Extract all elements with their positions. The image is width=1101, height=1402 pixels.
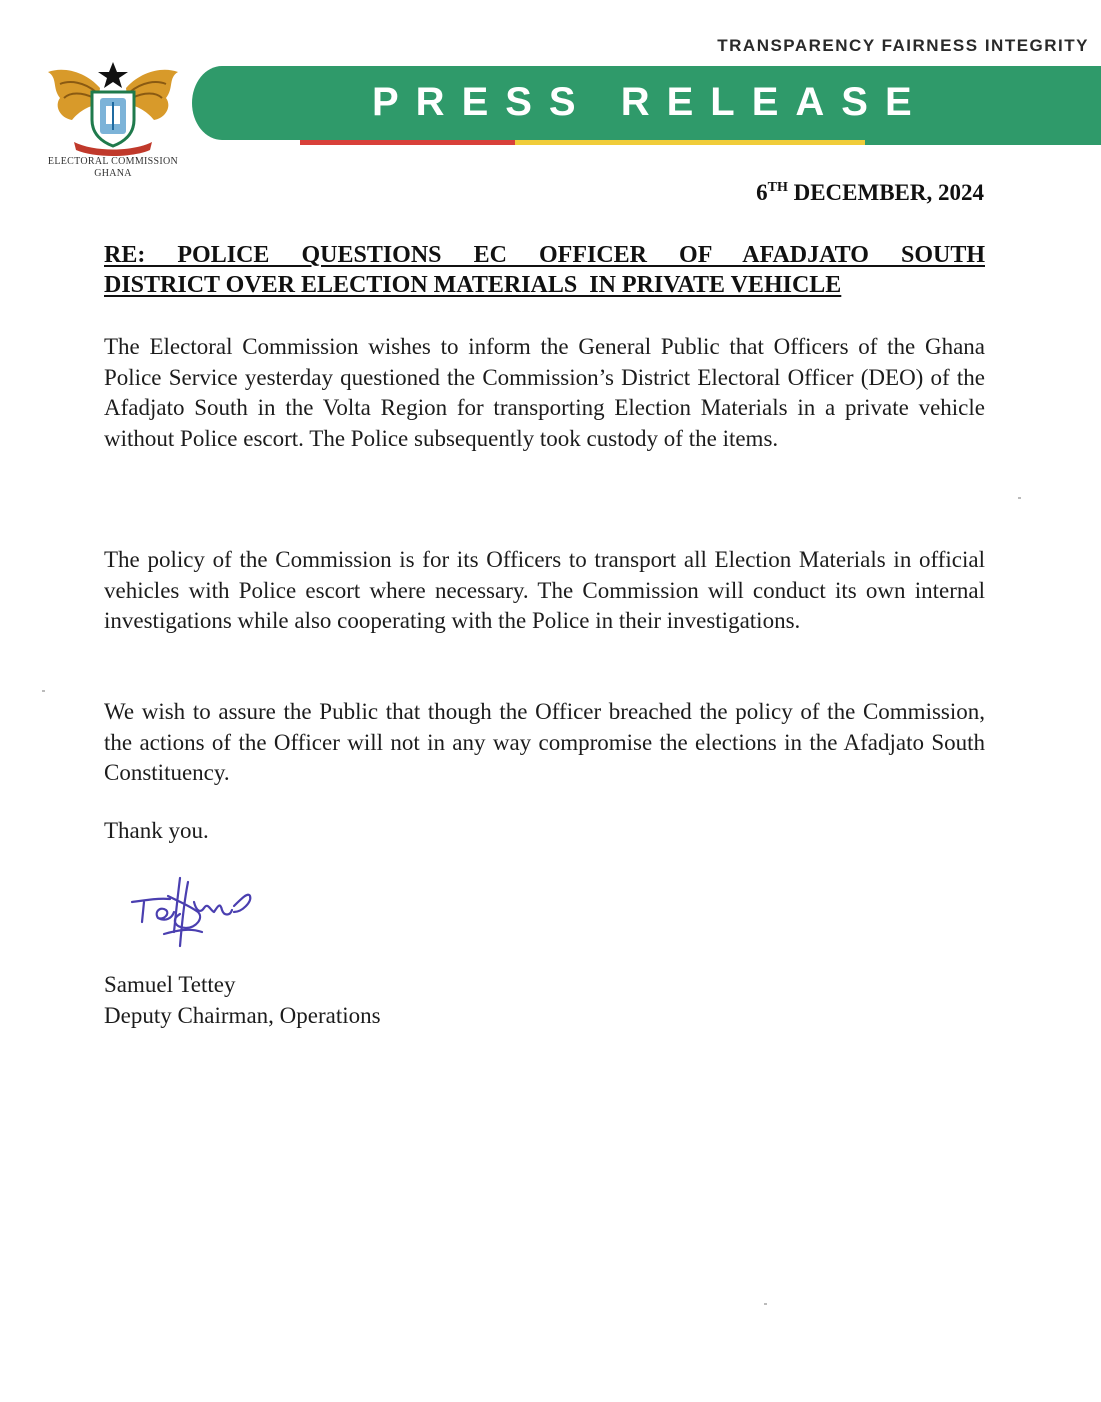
tagline: TRANSPARENCY FAIRNESS INTEGRITY bbox=[717, 36, 1089, 55]
date-rest: DECEMBER, 2024 bbox=[787, 180, 984, 205]
organization-name-line2: GHANA bbox=[94, 168, 132, 179]
date-day: 6 bbox=[756, 180, 768, 205]
organization-name bbox=[30, 156, 196, 180]
release-date bbox=[756, 180, 984, 206]
closing-thanks: Thank you. bbox=[104, 818, 209, 843]
banner-title: PRESS RELEASE bbox=[372, 80, 929, 124]
signer-title: Deputy Chairman, Operations bbox=[104, 1002, 381, 1028]
body-paragraph-1: The Electoral Commission wishes to inform the General Public that Officers of the Ghana Police Service yesterday questioned the Commission’s District Electoral Officer (DEO) of the Afadjato South in the Volta Region for transporting Election Materials in a private vehicle without Police escort. The Police subsequently took custody of the items. bbox=[104, 334, 985, 451]
scan-speck bbox=[42, 690, 45, 692]
signer-name: Samuel Tettey bbox=[104, 972, 236, 997]
body-paragraph-2: The policy of the Commission is for its Officers to transport all Election Materials in official vehicles with Police escort where necessary. The Commission will conduct its own internal investigations while also cooperating with the Police in their investigations. bbox=[104, 547, 985, 633]
scan-speck bbox=[764, 1303, 767, 1305]
flag-stripe-red bbox=[300, 140, 515, 145]
date-suffix: TH bbox=[767, 180, 788, 195]
scan-speck bbox=[1018, 497, 1021, 499]
flag-stripe-green bbox=[865, 140, 1101, 145]
subject-heading bbox=[104, 240, 985, 300]
body-paragraph-3: We wish to assure the Public that though the Officer breached the policy of the Commission, the actions of the Officer will not in any way compromise the elections in the Afadjato South Constituency. bbox=[104, 699, 985, 785]
organization-name-line1: ELECTORAL COMMISSION bbox=[47, 156, 179, 167]
subject-line1: RE: POLICE QUESTIONS EC OFFICER OF AFADJATO SOUTH bbox=[104, 242, 985, 268]
press-release-banner bbox=[192, 66, 1101, 140]
handwritten-signature-icon bbox=[124, 872, 256, 952]
flag-stripe-yellow bbox=[515, 140, 865, 145]
coat-of-arms-icon bbox=[38, 58, 188, 158]
signer-block bbox=[104, 970, 381, 1031]
subject-line2: DISTRICT OVER ELECTION MATERIALS IN PRIVATE VEHICLE bbox=[104, 272, 842, 298]
